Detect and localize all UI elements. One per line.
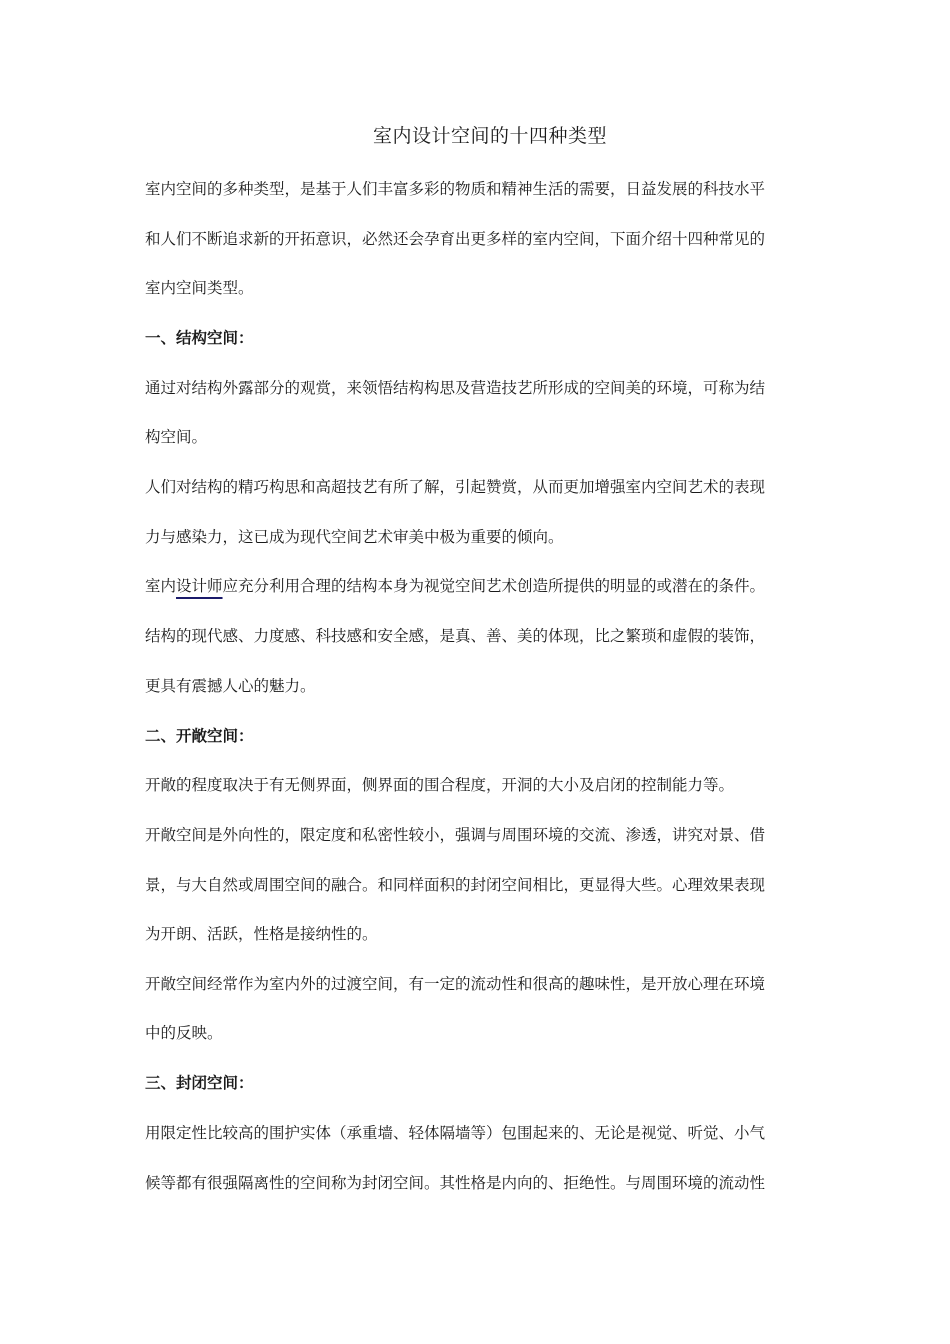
para-3-suffix: 应充分利用合理的结构本身为视觉空间艺术创造所提供的明显的或潜在的条件。 <box>222 577 766 595</box>
section-3-para-1-line-1: 用限定性比较高的围护实体（承重墙、轻体隔墙等）包围起来的、无论是视觉、听觉、小气 <box>145 1124 766 1142</box>
section-2-para-2-line-3: 为开朗、活跃，性格是接纳性的。 <box>145 925 378 943</box>
section-3-para-1-line-2: 候等都有很强隔离性的空间称为封闭空间。其性格是内向的、拒绝性。与周围环境的流动性 <box>145 1174 766 1192</box>
intro-line-1: 室内空间的多种类型，是基于人们丰富多彩的物质和精神生活的需要，日益发展的科技水平 <box>145 180 766 198</box>
section-1-para-1-line-2: 构空间。 <box>145 428 208 446</box>
designer-link[interactable]: 设计师 <box>176 577 223 595</box>
section-1-para-2-line-2: 力与感染力，这已成为现代空间艺术审美中极为重要的倾向。 <box>145 528 564 546</box>
document-title: 室内设计空间的十四种类型 <box>372 125 607 147</box>
section-2-para-2-line-1: 开敞空间是外向性的，限定度和私密性较小，强调与周围环境的交流、渗透，讲究对景、借 <box>145 826 766 844</box>
para-3-prefix: 室内 <box>145 577 177 595</box>
section-1-heading: 一、结构空间： <box>145 329 254 347</box>
section-2-para-3-line-1: 开敞空间经常作为室内外的过渡空间，有一定的流动性和很高的趣味性，是开放心理在环境 <box>145 975 766 993</box>
section-1-para-3 <box>145 574 825 598</box>
intro-line-2: 和人们不断追求新的开拓意识，必然还会孕育出更多样的室内空间，下面介绍十四种常见的 <box>145 230 766 248</box>
section-1-para-1-line-1: 通过对结构外露部分的观赏，来领悟结构构思及营造技艺所形成的空间美的环境，可称为结 <box>145 379 766 397</box>
section-2-para-3-line-2: 中的反映。 <box>145 1024 223 1042</box>
section-2-heading: 二、开敞空间： <box>145 727 254 745</box>
section-1-para-4-line-1: 结构的现代感、力度感、科技感和安全感，是真、善、美的体现，比之繁琐和虚假的装饰， <box>145 627 766 645</box>
intro-line-3: 室内空间类型。 <box>145 279 254 297</box>
section-2-para-1: 开敞的程度取决于有无侧界面，侧界面的围合程度，开洞的大小及启闭的控制能力等。 <box>145 776 735 794</box>
section-2-para-2-line-2: 景，与大自然或周围空间的融合。和同样面积的封闭空间相比，更显得大些。心理效果表现 <box>145 876 766 894</box>
section-1-para-4-line-2: 更具有震撼人心的魅力。 <box>145 677 316 695</box>
section-1-para-2-line-1: 人们对结构的精巧构思和高超技艺有所了解，引起赞赏，从而更加增强室内空间艺术的表现 <box>145 478 766 496</box>
section-3-heading: 三、封闭空间： <box>145 1074 254 1092</box>
